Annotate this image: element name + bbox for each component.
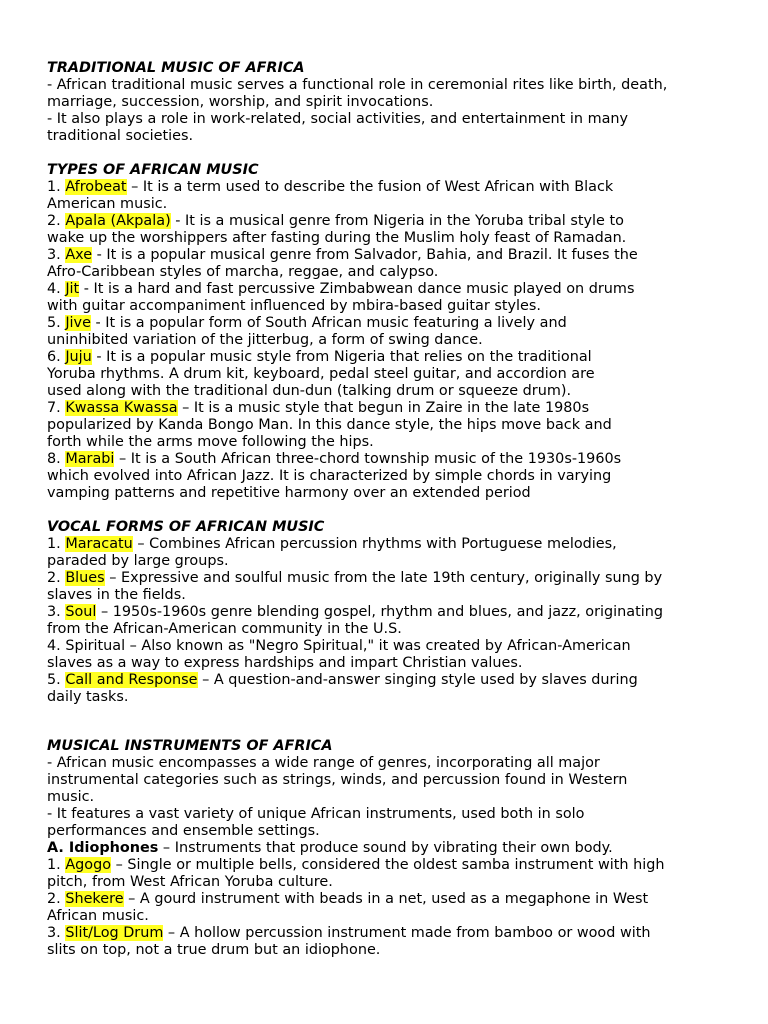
paragraph-line: music. (47, 789, 95, 805)
paragraph-line: marriage, succession, worship, and spirit invocations. (47, 94, 434, 110)
paragraph-line: traditional societies. (47, 128, 194, 144)
item-number: 3. (47, 925, 66, 941)
item-number: 4. (47, 638, 66, 654)
item-number: 1. (47, 536, 66, 552)
list-item (47, 925, 737, 942)
list-item-continuation: paraded by large groups. (47, 553, 229, 569)
list-item (47, 451, 737, 468)
paragraph-line: instrumental categories such as strings, winds, and percussion found in Western (47, 772, 628, 788)
item-description: - It is a musical genre from Nigeria in the Yoruba tribal style to (170, 213, 624, 229)
list-item (47, 536, 737, 553)
highlighted-term: Jive (65, 315, 91, 331)
list-item (47, 349, 737, 366)
highlighted-term: Axe (65, 247, 93, 263)
highlighted-term: Jit (65, 281, 80, 297)
instruments-list (47, 857, 737, 959)
types-list (47, 179, 737, 502)
item-description: - It is a popular musical genre from Salvador, Bahia, and Brazil. It fuses the (92, 247, 638, 263)
list-item-continuation: used along with the traditional dun-dun (talking drum or squeeze drum). (47, 383, 572, 399)
paragraph-line: - African music encompasses a wide range of genres, incorporating all major (47, 755, 600, 771)
list-item (47, 400, 737, 417)
item-description: Spiritual – Also known as "Negro Spiritual," it was created by African-American (65, 638, 631, 654)
list-item-continuation: slaves as a way to express hardships and impart Christian values. (47, 655, 523, 671)
vocal-forms-list (47, 536, 737, 706)
list-item (47, 638, 737, 655)
item-number: 2. (47, 213, 66, 229)
idiophones-desc: – Instruments that produce sound by vibrating their own body. (158, 840, 613, 856)
section-heading-types: TYPES OF AFRICAN MUSIC (47, 162, 259, 178)
list-item (47, 281, 737, 298)
list-item-continuation: daily tasks. (47, 689, 129, 705)
paragraph-line: performances and ensemble settings. (47, 823, 320, 839)
list-item-continuation: vamping patterns and repetitive harmony over an extended period (47, 485, 531, 501)
highlighted-term: Apala (Akpala) (65, 213, 171, 229)
item-number: 8. (47, 451, 66, 467)
section-heading-vocal: VOCAL FORMS OF AFRICAN MUSIC (47, 519, 325, 535)
item-description: – A gourd instrument with beads in a net, used as a megaphone in West (123, 891, 649, 907)
item-number: 2. (47, 891, 66, 907)
list-item (47, 570, 737, 587)
highlighted-term: Afrobeat (65, 179, 127, 195)
section-heading-traditional: TRADITIONAL MUSIC OF AFRICA (47, 60, 305, 76)
item-description: – 1950s-1960s genre blending gospel, rhythm and blues, and jazz, originating (96, 604, 663, 620)
list-item-continuation: African music. (47, 908, 149, 924)
highlighted-term: Juju (65, 349, 92, 365)
item-description: – It is a music style that begun in Zaire in the late 1980s (177, 400, 590, 416)
list-item-continuation: Yoruba rhythms. A drum kit, keyboard, pedal steel guitar, and accordion are (47, 366, 595, 382)
item-number: 2. (47, 570, 66, 586)
list-item (47, 179, 737, 196)
list-item-continuation: uninhibited variation of the jitterbug, a form of swing dance. (47, 332, 483, 348)
item-number: 7. (47, 400, 66, 416)
list-item-continuation: wake up the worshippers after fasting during the Muslim holy feast of Ramadan. (47, 230, 627, 246)
item-number: 4. (47, 281, 66, 297)
item-description: – A question-and-answer singing style used by slaves during (197, 672, 638, 688)
item-number: 6. (47, 349, 66, 365)
item-number: 5. (47, 672, 66, 688)
list-item-continuation: with guitar accompaniment influenced by mbira-based guitar styles. (47, 298, 541, 314)
list-item (47, 891, 737, 908)
list-item-continuation: popularized by Kanda Bongo Man. In this dance style, the hips move back and (47, 417, 612, 433)
item-description: - It is a hard and fast percussive Zimbabwean dance music played on drums (79, 281, 635, 297)
list-item-continuation: Afro-Caribbean styles of marcha, reggae, and calypso. (47, 264, 439, 280)
section-heading-instruments: MUSICAL INSTRUMENTS OF AFRICA (47, 738, 333, 754)
list-item-continuation: from the African-American community in the U.S. (47, 621, 402, 637)
item-description: – Expressive and soulful music from the late 19th century, originally sung by (104, 570, 663, 586)
list-item-continuation: which evolved into African Jazz. It is characterized by simple chords in varying (47, 468, 612, 484)
list-item-continuation: forth while the arms move following the hips. (47, 434, 374, 450)
item-description: – A hollow percussion instrument made from bamboo or wood with (163, 925, 651, 941)
list-item (47, 604, 737, 621)
list-item-continuation: slaves in the fields. (47, 587, 186, 603)
highlighted-term: Kwassa Kwassa (65, 400, 178, 416)
list-item-continuation: pitch, from West African Yoruba culture. (47, 874, 333, 890)
item-number: 3. (47, 604, 66, 620)
highlighted-term: Maracatu (65, 536, 133, 552)
item-description: – It is a South African three-chord township music of the 1930s-1960s (114, 451, 622, 467)
idiophones-line (47, 840, 737, 857)
highlighted-term: Slit/Log Drum (65, 925, 164, 941)
highlighted-term: Agogo (65, 857, 112, 873)
highlighted-term: Soul (65, 604, 97, 620)
list-item (47, 315, 737, 332)
item-number: 1. (47, 179, 66, 195)
item-number: 5. (47, 315, 66, 331)
highlighted-term: Call and Response (65, 672, 198, 688)
idiophones-title: A. Idiophones (47, 840, 159, 856)
list-item (47, 247, 737, 264)
list-item (47, 672, 737, 689)
paragraph-line: - It features a vast variety of unique African instruments, used both in solo (47, 806, 585, 822)
item-number: 3. (47, 247, 66, 263)
highlighted-term: Marabi (65, 451, 115, 467)
item-description: – Combines African percussion rhythms with Portuguese melodies, (132, 536, 617, 552)
item-description: – Single or multiple bells, considered the oldest samba instrument with high (111, 857, 665, 873)
list-item (47, 213, 737, 230)
paragraph-line: - It also plays a role in work-related, social activities, and entertainment in many (47, 111, 629, 127)
list-item-continuation: American music. (47, 196, 168, 212)
item-description: - It is a popular form of South African music featuring a lively and (90, 315, 567, 331)
paragraph-line: - African traditional music serves a functional role in ceremonial rites like birth, death, (47, 77, 668, 93)
document-body (47, 60, 737, 959)
item-number: 1. (47, 857, 66, 873)
list-item (47, 857, 737, 874)
highlighted-term: Shekere (65, 891, 124, 907)
item-description: – It is a term used to describe the fusion of West African with Black (126, 179, 614, 195)
item-description: - It is a popular music style from Nigeria that relies on the traditional (91, 349, 592, 365)
list-item-continuation: slits on top, not a true drum but an idiophone. (47, 942, 381, 958)
highlighted-term: Blues (65, 570, 105, 586)
